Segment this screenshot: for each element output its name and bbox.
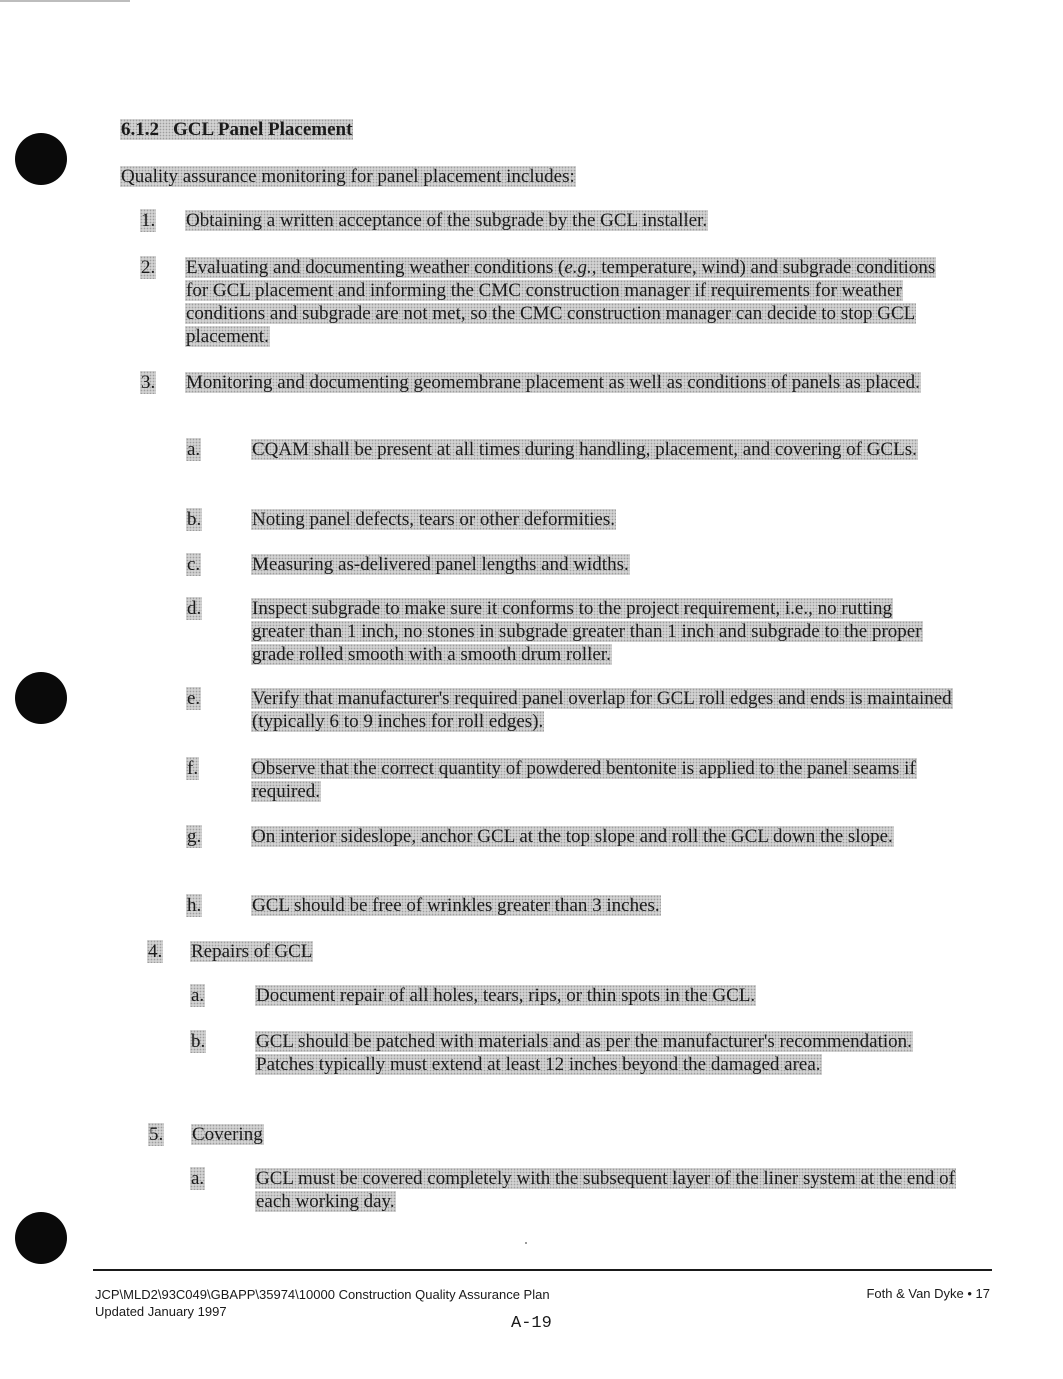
intro-text <box>120 165 576 189</box>
list-marker: 1. <box>141 210 156 231</box>
footer-firm: Foth & Van Dyke • 17 <box>866 1286 990 1301</box>
list-item-text: Monitoring and documenting geomembrane placement as well as conditions of panels as placed. <box>186 372 920 393</box>
sub-marker: f. <box>187 758 199 779</box>
sub-item-3f <box>186 757 948 803</box>
sub-item-4b <box>190 1030 930 1076</box>
footer-updated: Updated January 1997 <box>95 1304 227 1319</box>
footer-page-id: A-19 <box>511 1314 552 1333</box>
scan-speck <box>525 1242 527 1244</box>
list-item-3 <box>140 371 948 394</box>
sub-marker: d. <box>187 598 202 619</box>
list-item-text: Repairs of GCL <box>191 941 313 962</box>
sub-marker: h. <box>187 895 202 916</box>
top-scan-line <box>0 0 130 2</box>
list-marker: 5. <box>149 1124 164 1145</box>
sub-marker: e. <box>187 688 201 709</box>
sub-item-3a <box>186 438 948 461</box>
sub-item-3d <box>186 597 928 666</box>
list-item-text: Evaluating and documenting weather conditions (e.g., temperature, wind) and subgrade conditions for GCL placement and informing the CMC construction manager if requirements for weather conditions and subgrade are not met, so the CMC construction manager can decide to stop GCL placement. <box>186 257 936 347</box>
sub-item-text: Document repair of all holes, tears, rips, or thin spots in the GCL. <box>256 985 756 1006</box>
section-title: GCL Panel Placement <box>173 119 353 140</box>
sub-marker: c. <box>187 554 201 575</box>
sub-item-3e <box>186 687 956 733</box>
punch-hole-bottom <box>15 1212 67 1264</box>
punch-hole-top <box>15 133 67 185</box>
list-marker: 3. <box>141 372 156 393</box>
footer-doc-title: Construction Quality Assurance Plan <box>338 1287 550 1302</box>
sub-item-3b <box>186 508 948 531</box>
footer-path: JCP\MLD2\93C049\GBAPP\35974\10000 <box>95 1287 335 1302</box>
sub-item-text: Measuring as-delivered panel lengths and widths. <box>252 554 629 575</box>
sub-marker: a. <box>191 1168 205 1189</box>
list-item-1 <box>140 209 960 232</box>
section-number: 6.1.2 <box>121 119 159 140</box>
sub-item-3h <box>186 894 948 917</box>
list-item-2 <box>140 256 948 348</box>
footer-left <box>95 1286 550 1320</box>
sub-item-text: GCL should be patched with materials and as per the manufacturer's recommendation. Patches typically must extend at least 12 inches beyond the damaged area. <box>256 1031 912 1075</box>
intro-sentence: Quality assurance monitoring for panel placement includes: <box>121 166 575 187</box>
sub-marker: a. <box>191 985 205 1006</box>
section-heading <box>120 118 353 142</box>
sub-item-5a <box>190 1167 962 1213</box>
sub-item-text: Observe that the correct quantity of powdered bentonite is applied to the panel seams if required. <box>252 758 916 802</box>
list-item-text: Covering <box>192 1124 263 1145</box>
punch-hole-middle <box>15 672 67 724</box>
sub-marker: g. <box>187 826 202 847</box>
sub-item-text: Inspect subgrade to make sure it conforms to the project requirement, i.e., no rutting greater than 1 inch, no stones in subgrade greater than 1 inch and subgrade to the proper grade rolled smooth with a smooth drum roller. <box>252 598 922 665</box>
sub-item-text: Verify that manufacturer's required panel overlap for GCL roll edges and ends is maintained (typically 6 to 9 inches for roll edges). <box>252 688 952 732</box>
list-marker: 2. <box>141 257 156 278</box>
sub-item-text: Noting panel defects, tears or other deformities. <box>252 509 615 530</box>
sub-item-text: On interior sideslope, anchor GCL at the top slope and roll the GCL down the slope. <box>252 826 893 847</box>
footer-rule <box>93 1269 992 1271</box>
sub-item-4a <box>190 984 950 1007</box>
list-item-4 <box>147 940 947 963</box>
sub-marker: a. <box>187 439 201 460</box>
sub-item-text: CQAM shall be present at all times during handling, placement, and covering of GCLs. <box>252 439 917 460</box>
sub-item-3c <box>186 553 948 576</box>
sub-marker: b. <box>191 1031 206 1052</box>
list-marker: 4. <box>148 941 163 962</box>
list-item-5 <box>148 1123 948 1146</box>
sub-item-text: GCL should be free of wrinkles greater than 3 inches. <box>252 895 660 916</box>
sub-marker: b. <box>187 509 202 530</box>
sub-item-3g <box>186 825 948 848</box>
list-item-text: Obtaining a written acceptance of the subgrade by the GCL installer. <box>186 210 708 231</box>
sub-item-text: GCL must be covered completely with the subsequent layer of the liner system at the end of each working day. <box>256 1168 955 1212</box>
